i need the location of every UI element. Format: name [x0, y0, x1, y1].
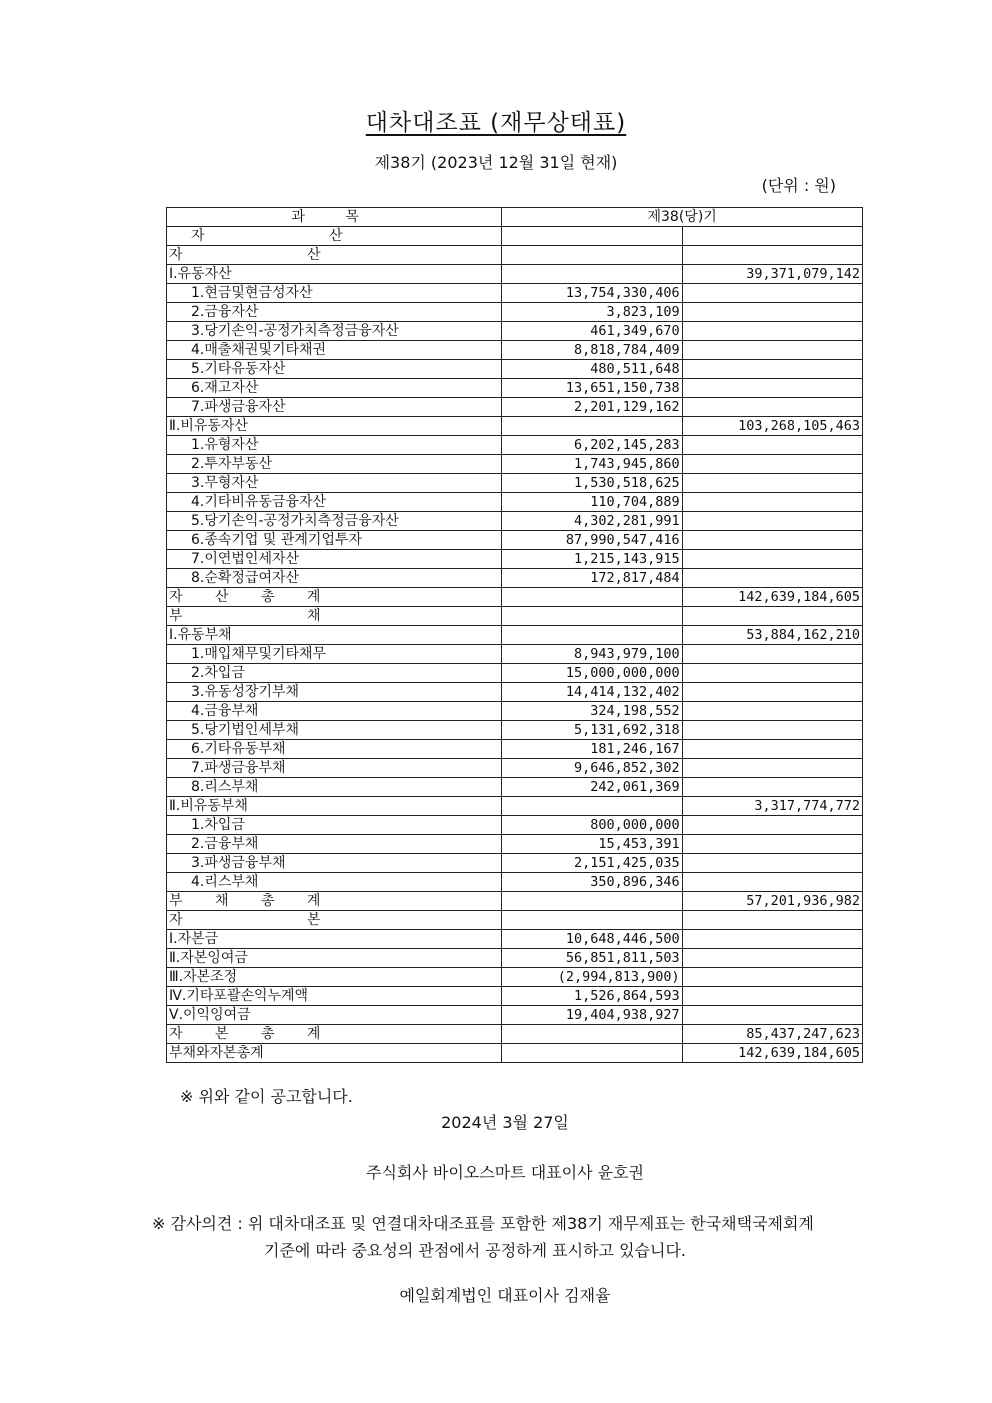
row-item-amount: 350,896,346 — [502, 873, 682, 892]
table-row — [167, 417, 863, 436]
row-item-amount: 9,646,852,302 — [502, 759, 682, 778]
row-subtotal-amount — [682, 531, 862, 550]
row-item-amount: 6,202,145,283 — [502, 436, 682, 455]
table-row — [167, 797, 863, 816]
row-item-amount: 15,000,000,000 — [502, 664, 682, 683]
table-row — [167, 436, 863, 455]
row-item-amount — [502, 1025, 682, 1044]
table-row — [167, 512, 863, 531]
audit-opinion — [152, 1210, 887, 1264]
table-row — [167, 911, 863, 930]
row-item-amount: 19,404,938,927 — [502, 1006, 682, 1025]
row-label: 1.현금및현금성자산 — [167, 284, 502, 303]
table-row — [167, 360, 863, 379]
row-label: Ⅲ.자본조정 — [167, 968, 502, 987]
row-label: 4.매출채권및기타채권 — [167, 341, 502, 360]
table-row — [167, 664, 863, 683]
row-label: 6.종속기업 및 관계기업투자 — [167, 531, 502, 550]
row-item-amount: 1,530,518,625 — [502, 474, 682, 493]
row-label: Ⅰ.유동자산 — [167, 265, 502, 284]
table-row — [167, 607, 863, 626]
row-subtotal-amount — [682, 379, 862, 398]
balance-sheet-table — [166, 207, 863, 1063]
row-item-amount: 8,943,979,100 — [502, 645, 682, 664]
table-row — [167, 892, 863, 911]
row-subtotal-amount — [682, 341, 862, 360]
table-row — [167, 626, 863, 645]
row-item-amount: 10,648,446,500 — [502, 930, 682, 949]
row-item-amount: 2,151,425,035 — [502, 854, 682, 873]
table-row — [167, 854, 863, 873]
row-label: 7.파생금융자산 — [167, 398, 502, 417]
table-row — [167, 987, 863, 1006]
row-item-amount: 461,349,670 — [502, 322, 682, 341]
row-item-amount — [502, 246, 682, 265]
row-item-amount: 56,851,811,503 — [502, 949, 682, 968]
table-row — [167, 284, 863, 303]
row-subtotal-amount — [682, 569, 862, 588]
row-item-amount — [502, 227, 682, 246]
row-item-amount — [502, 911, 682, 930]
row-item-amount — [502, 265, 682, 284]
table-row — [167, 645, 863, 664]
row-subtotal-amount — [682, 702, 862, 721]
row-item-amount: 324,198,552 — [502, 702, 682, 721]
row-subtotal-amount: 142,639,184,605 — [682, 1044, 862, 1063]
row-label: 8.순확정급여자산 — [167, 569, 502, 588]
table-row — [167, 398, 863, 417]
header-account: 과 목 — [167, 208, 502, 227]
row-label: 5.당기법인세부채 — [167, 721, 502, 740]
row-subtotal-amount — [682, 683, 862, 702]
table-row — [167, 816, 863, 835]
row-subtotal-amount — [682, 721, 862, 740]
row-subtotal-amount — [682, 816, 862, 835]
row-label: 4.기타비유동금융자산 — [167, 493, 502, 512]
row-item-amount — [502, 626, 682, 645]
table-row — [167, 930, 863, 949]
row-subtotal-amount: 3,317,774,772 — [682, 797, 862, 816]
row-item-amount: 13,651,150,738 — [502, 379, 682, 398]
table-row — [167, 550, 863, 569]
table-row — [167, 702, 863, 721]
row-subtotal-amount — [682, 1006, 862, 1025]
row-subtotal-amount: 57,201,936,982 — [682, 892, 862, 911]
row-item-amount: 87,990,547,416 — [502, 531, 682, 550]
table-row — [167, 493, 863, 512]
table-header-row — [167, 208, 863, 227]
row-label: 6.기타유동부채 — [167, 740, 502, 759]
row-label: 2.금융부채 — [167, 835, 502, 854]
row-subtotal-amount — [682, 949, 862, 968]
row-subtotal-amount — [682, 968, 862, 987]
row-item-amount: 5,131,692,318 — [502, 721, 682, 740]
row-label: 2.투자부동산 — [167, 455, 502, 474]
row-label: 자 산 — [167, 227, 502, 246]
row-item-amount: 800,000,000 — [502, 816, 682, 835]
row-subtotal-amount — [682, 607, 862, 626]
audit-opinion-line-1: ※ 감사의견 : 위 대차대조표 및 연결대차대조표를 포함한 제38기 재무제표는 한국채택국제회계 — [152, 1214, 814, 1233]
row-subtotal-amount — [682, 873, 862, 892]
row-subtotal-amount — [682, 911, 862, 930]
row-label: Ⅰ.유동부채 — [167, 626, 502, 645]
table-row — [167, 322, 863, 341]
table-row — [167, 968, 863, 987]
row-subtotal-amount — [682, 740, 862, 759]
row-subtotal-amount: 85,437,247,623 — [682, 1025, 862, 1044]
row-label: Ⅰ.자본금 — [167, 930, 502, 949]
table-row — [167, 531, 863, 550]
row-label: 4.금융부채 — [167, 702, 502, 721]
row-subtotal-amount: 53,884,162,210 — [682, 626, 862, 645]
row-subtotal-amount — [682, 360, 862, 379]
row-label: 5.당기손익-공정가치측정금융자산 — [167, 512, 502, 531]
announcement-note: ※ 위와 같이 공고합니다. — [180, 1087, 353, 1106]
row-subtotal-amount — [682, 246, 862, 265]
row-label: 7.파생금융부채 — [167, 759, 502, 778]
table-row — [167, 246, 863, 265]
row-item-amount: (2,994,813,900) — [502, 968, 682, 987]
row-label: 1.매입채무및기타채무 — [167, 645, 502, 664]
table-row — [167, 721, 863, 740]
audit-opinion-line-2: 기준에 따라 중요성의 관점에서 공정하게 표시하고 있습니다. — [264, 1241, 687, 1260]
row-item-amount: 4,302,281,991 — [502, 512, 682, 531]
row-subtotal-amount — [682, 854, 862, 873]
row-subtotal-amount — [682, 664, 862, 683]
row-label: 8.리스부채 — [167, 778, 502, 797]
row-label: 7.이연법인세자산 — [167, 550, 502, 569]
row-subtotal-amount — [682, 835, 862, 854]
currency-unit: (단위 : 원) — [761, 176, 836, 195]
auditor-signature: 예일회계법인 대표이사 김재율 — [399, 1286, 611, 1305]
table-row — [167, 265, 863, 284]
row-label: 자 본 총 계 — [167, 1025, 502, 1044]
row-label: 4.리스부채 — [167, 873, 502, 892]
row-label: 2.차입금 — [167, 664, 502, 683]
row-item-amount — [502, 607, 682, 626]
row-label: Ⅱ.비유동부채 — [167, 797, 502, 816]
row-item-amount: 1,215,143,915 — [502, 550, 682, 569]
row-subtotal-amount — [682, 398, 862, 417]
table-row — [167, 873, 863, 892]
row-subtotal-amount — [682, 284, 862, 303]
row-subtotal-amount — [682, 303, 862, 322]
fiscal-period: 제38기 (2023년 12월 31일 현재) — [374, 153, 618, 172]
row-subtotal-amount: 142,639,184,605 — [682, 588, 862, 607]
table-row — [167, 569, 863, 588]
row-subtotal-amount — [682, 474, 862, 493]
row-subtotal-amount — [682, 759, 862, 778]
row-label: 부 채 — [167, 607, 502, 626]
table-row — [167, 759, 863, 778]
announcement-date: 2024년 3월 27일 — [441, 1113, 569, 1132]
row-subtotal-amount — [682, 512, 862, 531]
row-item-amount: 480,511,648 — [502, 360, 682, 379]
row-subtotal-amount: 103,268,105,463 — [682, 417, 862, 436]
row-label: 6.재고자산 — [167, 379, 502, 398]
row-subtotal-amount — [682, 645, 862, 664]
row-label: 자 산 총 계 — [167, 588, 502, 607]
row-label: 3.무형자산 — [167, 474, 502, 493]
row-item-amount — [502, 588, 682, 607]
row-subtotal-amount — [682, 455, 862, 474]
row-item-amount — [502, 797, 682, 816]
row-label: 3.유동성장기부채 — [167, 683, 502, 702]
row-label: 1.유형자산 — [167, 436, 502, 455]
document-title: 대차대조표 (재무상태표) — [365, 110, 627, 136]
table-row — [167, 1044, 863, 1063]
row-item-amount: 181,246,167 — [502, 740, 682, 759]
row-label: 3.당기손익-공정가치측정금융자산 — [167, 322, 502, 341]
header-current-period: 제38(당)기 — [502, 208, 863, 227]
row-label: 1.차입금 — [167, 816, 502, 835]
row-item-amount: 172,817,484 — [502, 569, 682, 588]
table-row — [167, 379, 863, 398]
table-row — [167, 778, 863, 797]
table-row — [167, 341, 863, 360]
table-row — [167, 740, 863, 759]
row-subtotal-amount — [682, 322, 862, 341]
row-item-amount: 8,818,784,409 — [502, 341, 682, 360]
row-item-amount: 15,453,391 — [502, 835, 682, 854]
table-row — [167, 227, 863, 246]
table-row — [167, 835, 863, 854]
row-item-amount: 110,704,889 — [502, 493, 682, 512]
table-row — [167, 949, 863, 968]
row-label: 자 산 — [167, 246, 502, 265]
row-label: 부 채 총 계 — [167, 892, 502, 911]
company-representative: 주식회사 바이오스마트 대표이사 윤호권 — [365, 1163, 644, 1182]
row-label: Ⅴ.이익잉여금 — [167, 1006, 502, 1025]
row-subtotal-amount: 39,371,079,142 — [682, 265, 862, 284]
table-row — [167, 588, 863, 607]
row-subtotal-amount — [682, 987, 862, 1006]
row-label: 부채와자본총계 — [167, 1044, 502, 1063]
row-label: 5.기타유동자산 — [167, 360, 502, 379]
table-row — [167, 303, 863, 322]
row-item-amount: 13,754,330,406 — [502, 284, 682, 303]
table-row — [167, 455, 863, 474]
row-item-amount — [502, 417, 682, 436]
row-item-amount: 14,414,132,402 — [502, 683, 682, 702]
table-row — [167, 1025, 863, 1044]
balance-sheet-rows — [167, 227, 863, 1063]
row-item-amount: 2,201,129,162 — [502, 398, 682, 417]
row-subtotal-amount — [682, 493, 862, 512]
row-subtotal-amount — [682, 778, 862, 797]
row-subtotal-amount — [682, 436, 862, 455]
row-label: 3.파생금융부채 — [167, 854, 502, 873]
table-row — [167, 1006, 863, 1025]
row-label: Ⅱ.자본잉여금 — [167, 949, 502, 968]
row-item-amount — [502, 1044, 682, 1063]
row-subtotal-amount — [682, 550, 862, 569]
row-item-amount: 242,061,369 — [502, 778, 682, 797]
row-subtotal-amount — [682, 227, 862, 246]
table-row — [167, 474, 863, 493]
row-label: Ⅳ.기타포괄손익누계액 — [167, 987, 502, 1006]
row-item-amount: 1,743,945,860 — [502, 455, 682, 474]
row-label: 2.금융자산 — [167, 303, 502, 322]
row-item-amount: 3,823,109 — [502, 303, 682, 322]
row-item-amount: 1,526,864,593 — [502, 987, 682, 1006]
row-item-amount — [502, 892, 682, 911]
row-subtotal-amount — [682, 930, 862, 949]
table-row — [167, 683, 863, 702]
row-label: 자 본 — [167, 911, 502, 930]
row-label: Ⅱ.비유동자산 — [167, 417, 502, 436]
